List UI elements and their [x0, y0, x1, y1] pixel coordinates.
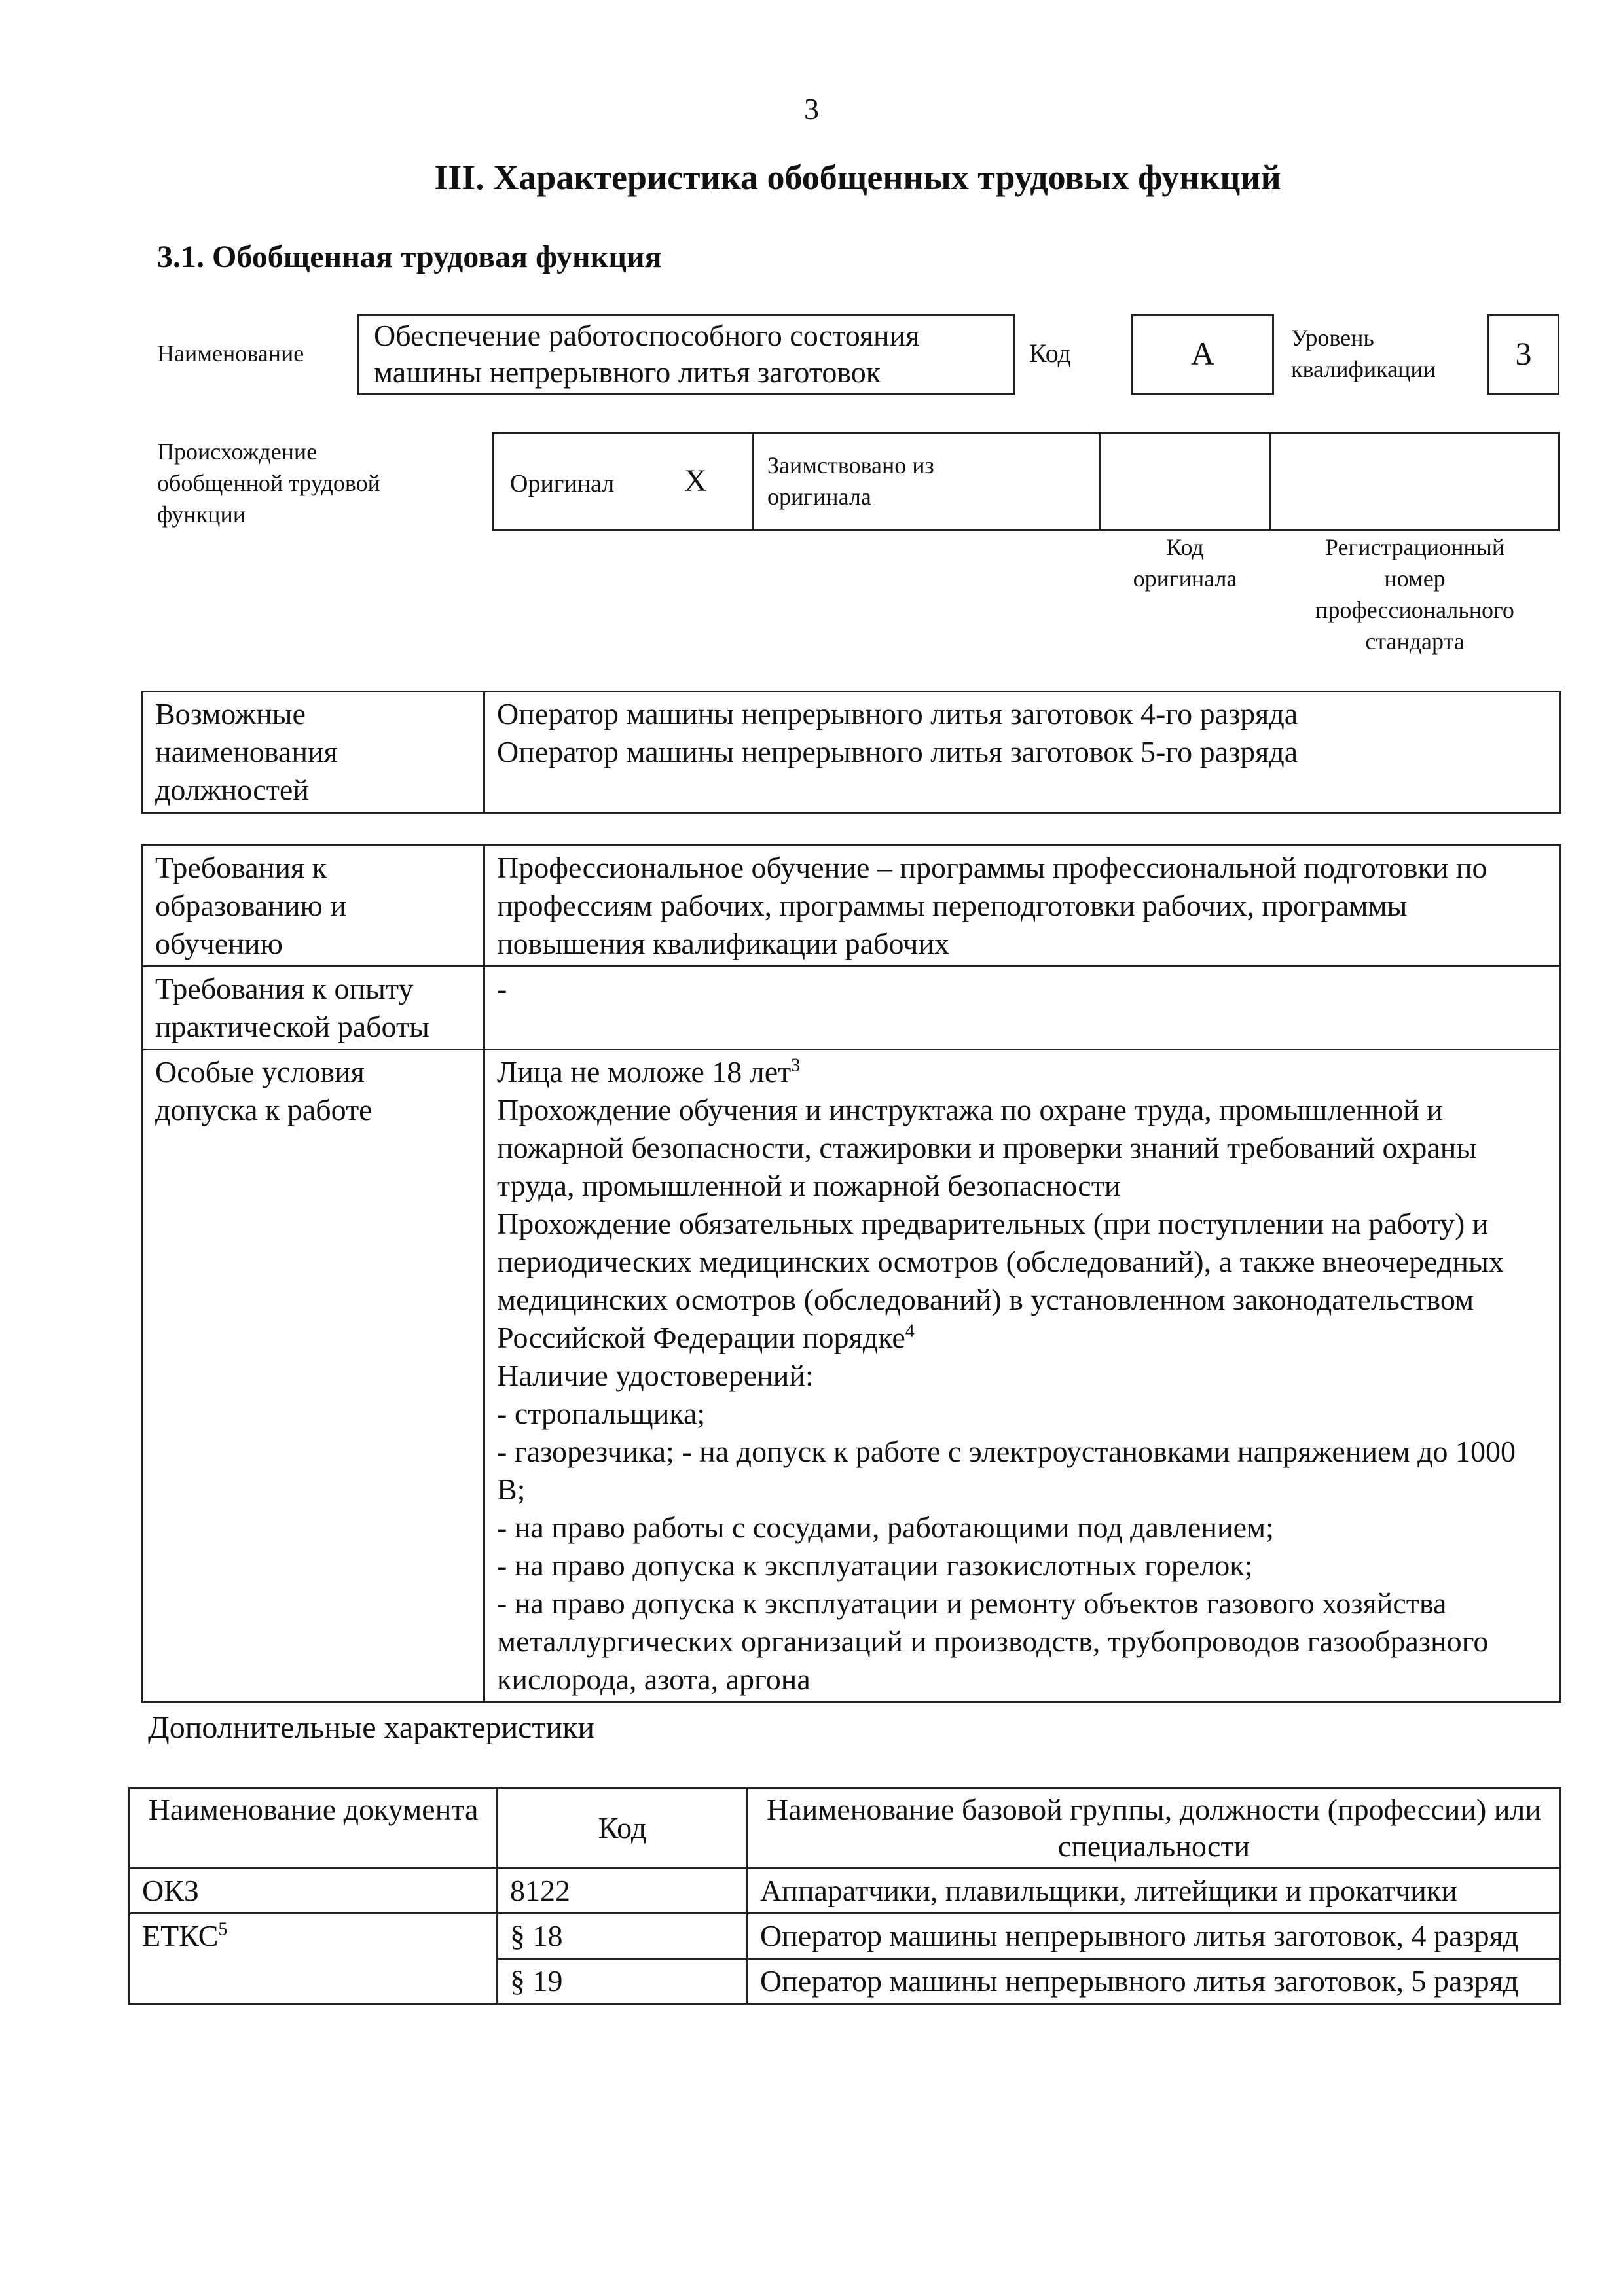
- code-cell: 8122: [498, 1869, 748, 1914]
- special-line: - стропальщика;: [497, 1397, 706, 1430]
- special-conditions: [484, 1050, 1561, 1702]
- name-cell: Оператор машины непрерывного литья заготовок, 5 разряд: [748, 1959, 1561, 2004]
- doc-cell: ОКЗ: [130, 1869, 498, 1914]
- col-code-header: Код: [498, 1788, 748, 1869]
- name-label: Наименование: [157, 340, 304, 367]
- name-cell: Аппаратчики, плавильщики, литейщики и прокатчики: [748, 1869, 1561, 1914]
- origin-label-line1: Происхождение: [157, 439, 318, 465]
- code-box: [1131, 314, 1274, 395]
- experience-label: Требования к опыту практической работы: [143, 967, 484, 1050]
- reg-caption-line3: профессионального: [1315, 597, 1514, 623]
- col-doc-header: Наименование документа: [130, 1788, 498, 1869]
- special-line: - на право работы с сосудами, работающими под давлением;: [497, 1511, 1274, 1544]
- original-cell: [492, 432, 754, 531]
- special-line: - на право допуска к эксплуатации газокислотных горелок;: [497, 1549, 1253, 1582]
- additional-table: [128, 1787, 1561, 2005]
- page-number: 3: [804, 92, 819, 126]
- requirements-table: [141, 844, 1561, 1703]
- positions-table: [141, 691, 1561, 814]
- original-label: Оригинал: [510, 470, 615, 497]
- special-line: - на право допуска к эксплуатации и ремонту объектов газового хозяйства металлургических организаций и производств, трубопроводов газообразного кислорода, азота, аргона: [497, 1587, 1489, 1696]
- col-name-header: Наименование базовой группы, должности (профессии) или специальности: [748, 1788, 1561, 1869]
- education-label: Требования к образованию и обучению: [143, 846, 484, 967]
- special-line: Лица не моложе 18 лет$^3$: [497, 1055, 801, 1088]
- name-cell: Оператор машины непрерывного литья заготовок, 4 разряд: [748, 1914, 1561, 1959]
- origin-label: [157, 436, 380, 530]
- table-row: [143, 967, 1561, 1050]
- reg-number-cell: [1269, 432, 1560, 531]
- table-row: [130, 1869, 1561, 1914]
- positions-label: Возможные наименования должностей: [143, 692, 484, 813]
- doc-cell: ЕТКС$^5$: [130, 1914, 498, 2004]
- code-cell: § 19: [498, 1959, 748, 2004]
- experience-value: -: [484, 967, 1561, 1050]
- level-label: [1291, 322, 1436, 385]
- original-code-cell: [1099, 432, 1271, 531]
- reg-caption: [1269, 531, 1560, 657]
- code-value: А: [1190, 335, 1215, 372]
- special-label: Особые условия допуска к работе: [143, 1050, 484, 1702]
- reg-caption-line2: номер: [1384, 565, 1446, 592]
- level-box: [1487, 314, 1559, 395]
- table-row: [143, 692, 1561, 813]
- level-label-line1: Уровень: [1291, 325, 1374, 351]
- footnote-ref: 3: [791, 1055, 801, 1076]
- function-name-line2: машины непрерывного литья заготовок: [374, 355, 881, 389]
- origin-label-line2: обобщенной трудовой: [157, 470, 380, 496]
- position-item: Оператор машины непрерывного литья заготовок 4-го разряда: [497, 697, 1298, 730]
- reg-caption-line1: Регистрационный: [1324, 534, 1505, 560]
- code-caption-line2: оригинала: [1133, 565, 1237, 592]
- origin-label-line3: функции: [157, 501, 246, 528]
- table-row: [143, 1050, 1561, 1702]
- section-title: III. Характеристика обобщенных трудовых функций: [434, 158, 1281, 197]
- special-line: Наличие удостоверений:: [497, 1359, 814, 1392]
- special-line: Прохождение обучения и инструктажа по охране труда, промышленной и пожарной безопасности, стажировки и проверки знаний требований охраны труда, промышленной и пожарной безопасности: [497, 1093, 1477, 1202]
- level-label-line2: квалификации: [1291, 356, 1436, 382]
- code-label: Код: [1029, 338, 1071, 368]
- borrowed-cell: [752, 432, 1101, 531]
- code-caption-line1: Код: [1166, 534, 1204, 560]
- special-line: - газорезчика; - на допуск к работе с электроустановками напряжением до 1000 В;: [497, 1435, 1516, 1506]
- subsection-title: 3.1. Обобщенная трудовая функция: [157, 240, 662, 274]
- borrowed-line1: Заимствовано из: [767, 452, 934, 478]
- additional-title: Дополнительные характеристики: [148, 1710, 595, 1745]
- position-item: Оператор машины непрерывного литья заготовок 5-го разряда: [497, 735, 1298, 768]
- education-value: Профессиональное обучение – программы профессиональной подготовки по профессиям рабочих, программы переподготовки рабочих, программы повышения квалификации рабочих: [484, 846, 1561, 967]
- level-value: 3: [1515, 335, 1532, 372]
- original-mark: X: [684, 463, 707, 498]
- table-row: [130, 1914, 1561, 1959]
- borrowed-line2: оригинала: [767, 484, 871, 510]
- function-name-box: [357, 314, 1015, 395]
- reg-caption-line4: стандарта: [1365, 628, 1465, 655]
- footnote-ref: 5: [218, 1919, 228, 1940]
- function-name-line1: Обеспечение работоспособного состояния: [374, 319, 920, 352]
- positions-values: [484, 692, 1561, 813]
- code-cell: § 18: [498, 1914, 748, 1959]
- code-caption: [1099, 531, 1271, 594]
- special-line: Прохождение обязательных предварительных (при поступлении на работу) и периодических медицинских осмотров (обследований), а также внеочередных медицинских осмотров (обследований) в установленном законодательством Российской Федерации порядке$^4$: [497, 1207, 1504, 1354]
- footnote-ref: 4: [905, 1321, 915, 1342]
- table-row: [143, 846, 1561, 967]
- table-header-row: [130, 1788, 1561, 1869]
